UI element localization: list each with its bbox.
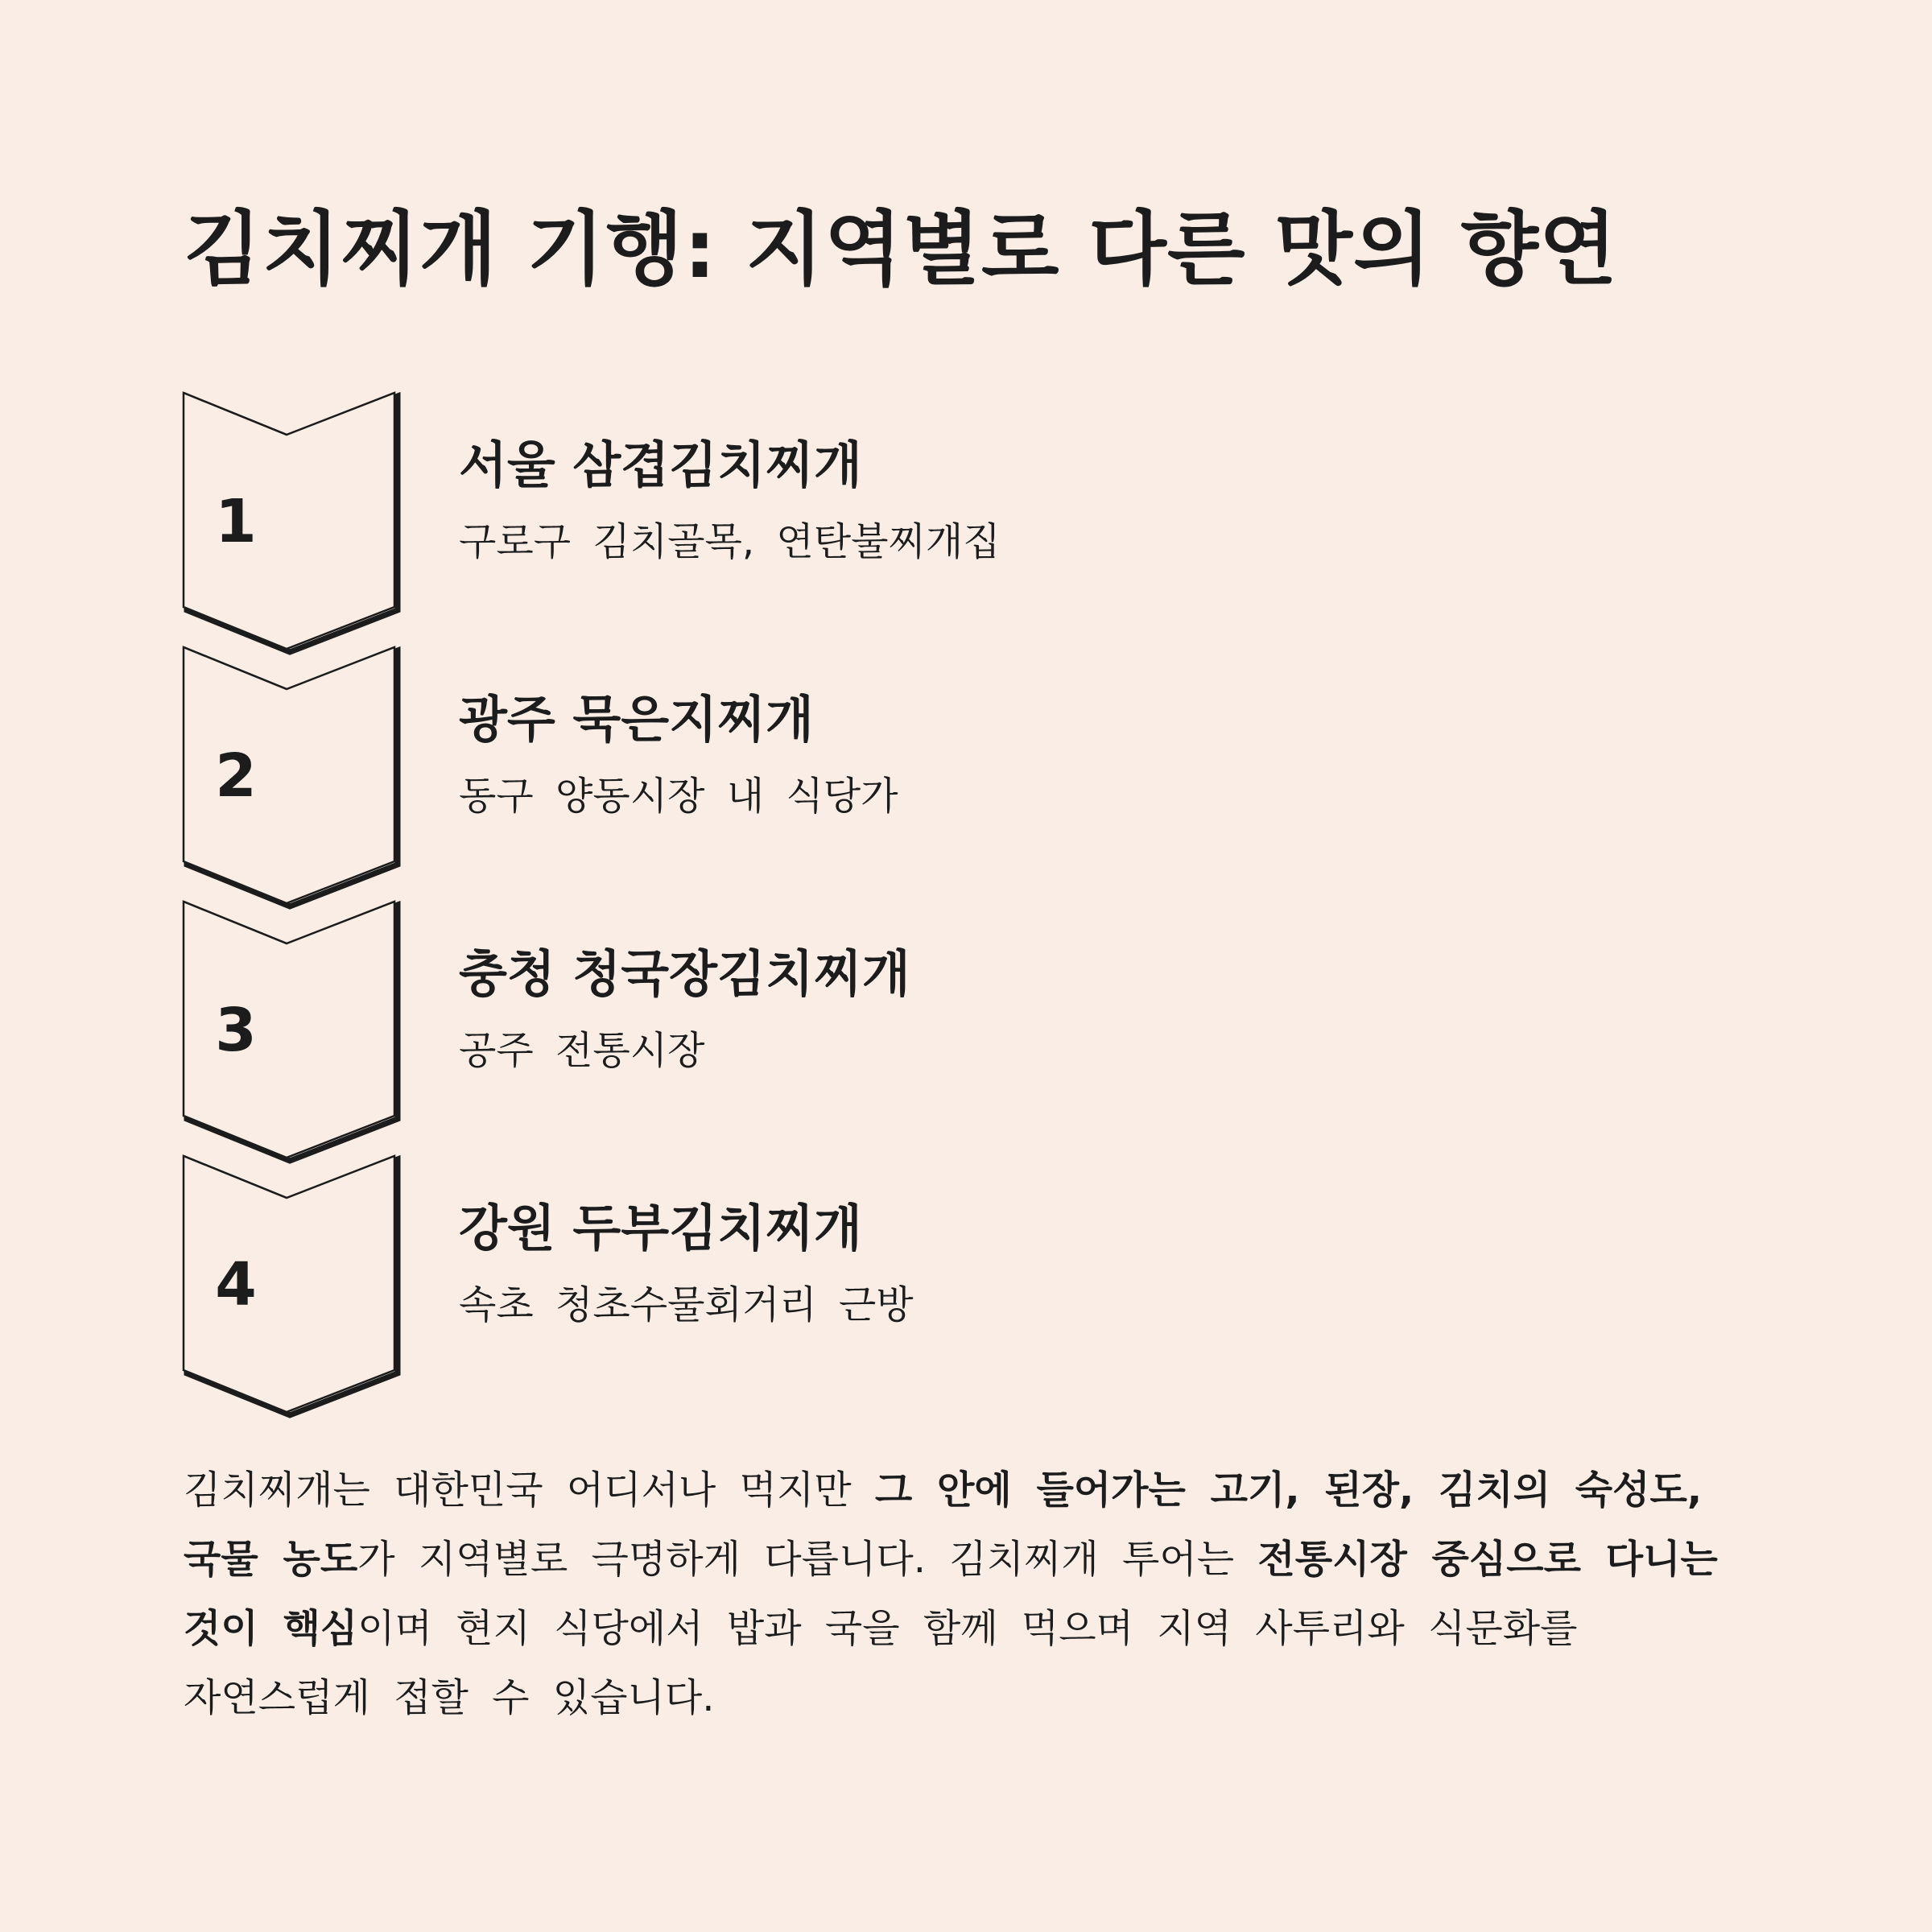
step-number: 4 bbox=[215, 1250, 257, 1319]
page-title: 김치찌개 기행: 지역별로 다른 맛의 향연 bbox=[184, 202, 1618, 296]
step-number: 2 bbox=[215, 741, 257, 811]
description-text: 가 지역별로 극명하게 다릅니다. 김치찌개 투어는 bbox=[357, 1537, 1258, 1582]
step-2 bbox=[182, 646, 1711, 906]
description-highlight: 전통시장 중심으로 다니는 것이 핵심 bbox=[184, 1537, 1718, 1651]
chevron-banner-icon bbox=[182, 646, 402, 906]
step-location: 구로구 김치골목, 연탄불찌개집 bbox=[459, 519, 1001, 564]
step-number: 1 bbox=[215, 487, 257, 556]
chevron-banner-icon bbox=[182, 1154, 402, 1415]
chevron-banner-icon bbox=[182, 391, 402, 652]
description-highlight: 그 안에 들어가는 고기, 된장, 김치의 숙성도, 국물 농도 bbox=[184, 1468, 1703, 1582]
step-title: 서울 삼겹김치찌개 bbox=[459, 436, 862, 494]
step-location: 공주 전통시장 bbox=[459, 1028, 705, 1073]
description-text: 이며 현지 식당에서 밥과 국을 함께 먹으며 지역 사투리와 식문화를 자연스럽게 접할 수 있습니다. bbox=[184, 1606, 1578, 1720]
description-text: 김치찌개는 대한민국 어디서나 먹지만 bbox=[184, 1468, 875, 1513]
step-number: 3 bbox=[215, 996, 257, 1065]
step-4 bbox=[182, 1154, 1711, 1415]
step-location: 동구 양동시장 내 식당가 bbox=[459, 774, 898, 819]
step-title: 강원 두부김치찌개 bbox=[459, 1199, 862, 1257]
step-title: 충청 청국장김치찌개 bbox=[459, 944, 910, 1003]
step-location: 속초 청초수물회거리 근방 bbox=[459, 1282, 914, 1327]
description-paragraph bbox=[184, 1455, 1761, 1732]
step-3 bbox=[182, 900, 1711, 1161]
step-title: 광주 묵은지찌개 bbox=[459, 690, 814, 749]
step-1 bbox=[182, 391, 1711, 652]
chevron-banner-icon bbox=[182, 900, 402, 1161]
